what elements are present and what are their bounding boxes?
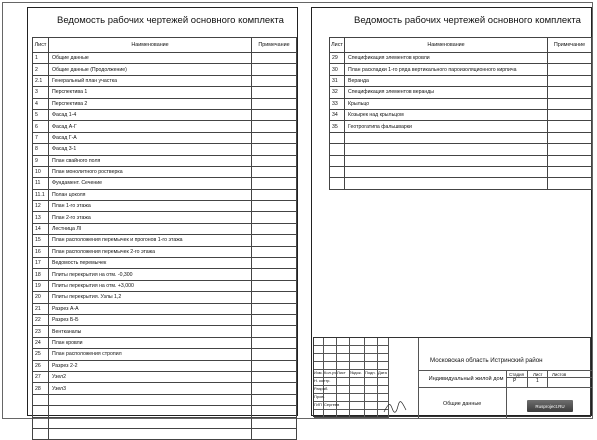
note-cell bbox=[252, 64, 297, 75]
table-row bbox=[330, 64, 592, 75]
stamp-grid-cell: Кол.уч bbox=[324, 370, 337, 378]
note-cell bbox=[548, 109, 592, 120]
table-row bbox=[330, 109, 592, 120]
table-row bbox=[330, 178, 592, 189]
drawing-name-cell: Полан цоколя bbox=[49, 189, 252, 200]
object-name: Индивидуальный жилой дом bbox=[428, 376, 504, 382]
sheet-number-cell bbox=[330, 132, 345, 143]
sheet-number-cell: 11.1 bbox=[33, 189, 49, 200]
table-row bbox=[33, 326, 297, 337]
drawing-name-cell: Спецификация элементов веранды bbox=[345, 87, 548, 98]
stamp-grid-cell bbox=[365, 402, 378, 410]
stamp-grid-cell bbox=[378, 386, 389, 394]
sheet-number-cell: 34 bbox=[330, 109, 345, 120]
table-row bbox=[33, 235, 297, 246]
stamp-grid-cell: Разраб. bbox=[314, 386, 324, 394]
sheet-number-cell: 21 bbox=[33, 303, 49, 314]
note-cell bbox=[252, 223, 297, 234]
table-row bbox=[330, 53, 592, 64]
note-cell bbox=[252, 383, 297, 394]
note-column-header: Примечание bbox=[252, 38, 297, 53]
sheet-number-cell: 9 bbox=[33, 155, 49, 166]
table-row bbox=[33, 98, 297, 109]
company-logo: Rusproject.RU bbox=[527, 400, 573, 412]
note-cell bbox=[252, 371, 297, 382]
note-cell bbox=[548, 98, 592, 109]
drawing-name-cell: Узел3 bbox=[49, 383, 252, 394]
sheet-number-cell: 32 bbox=[330, 87, 345, 98]
sheet-number-cell: 2 bbox=[33, 64, 49, 75]
note-cell bbox=[252, 201, 297, 212]
sheet-number-cell: 24 bbox=[33, 337, 49, 348]
note-cell bbox=[252, 292, 297, 303]
left-drawings-table bbox=[32, 37, 297, 440]
table-row bbox=[33, 303, 297, 314]
sheet-number-cell bbox=[33, 406, 49, 417]
note-cell bbox=[548, 166, 592, 177]
note-cell bbox=[252, 87, 297, 98]
drawing-name-cell: Плиты перекрытия на отм. -0,300 bbox=[49, 269, 252, 280]
stamp-grid-cell bbox=[350, 346, 365, 354]
drawing-name-cell: Разрез Б-Б bbox=[49, 314, 252, 325]
sheet-number-cell: 15 bbox=[33, 235, 49, 246]
stage-value: Р bbox=[513, 378, 517, 384]
sheet-number-cell bbox=[330, 155, 345, 166]
stamp-grid-cell bbox=[378, 378, 389, 386]
stamp-grid-cell bbox=[324, 410, 337, 418]
sheet-number-cell: 29 bbox=[330, 53, 345, 64]
name-column-header: Наименование bbox=[345, 38, 548, 53]
table-row bbox=[33, 258, 297, 269]
note-cell bbox=[252, 166, 297, 177]
sheet-number-cell: 2.1 bbox=[33, 75, 49, 86]
drawing-name-cell: Перспектива 2 bbox=[49, 98, 252, 109]
sheet-number: 1 bbox=[536, 378, 539, 384]
drawing-name-cell: Фасад 3-1 bbox=[49, 144, 252, 155]
drawing-name-cell: Разрез 2-2 bbox=[49, 360, 252, 371]
sheet-number-cell: 25 bbox=[33, 349, 49, 360]
sheet-number-cell bbox=[33, 428, 49, 439]
note-cell bbox=[252, 98, 297, 109]
table-row bbox=[33, 292, 297, 303]
sheet-number-cell bbox=[33, 394, 49, 405]
table-row bbox=[33, 394, 297, 405]
drawing-name-cell: Фасад Г-А bbox=[49, 132, 252, 143]
stamp-grid-cell bbox=[314, 410, 324, 418]
note-cell bbox=[252, 428, 297, 439]
stamp-grid-cell: Пров. bbox=[314, 394, 324, 402]
drawing-name-cell: План 1-го этажа bbox=[49, 201, 252, 212]
stamp-grid-cell bbox=[350, 378, 365, 386]
note-cell bbox=[252, 337, 297, 348]
table-row bbox=[33, 121, 297, 132]
stamp-grid-cell: Дата bbox=[378, 370, 389, 378]
note-cell bbox=[252, 258, 297, 269]
stamp-grid-cell bbox=[324, 354, 337, 362]
table-row bbox=[330, 121, 592, 132]
table-row bbox=[33, 155, 297, 166]
sheet-number-cell: 33 bbox=[330, 98, 345, 109]
stamp-grid-cell bbox=[378, 362, 389, 370]
drawing-name-cell bbox=[345, 132, 548, 143]
signature-mark bbox=[382, 400, 408, 416]
note-cell bbox=[548, 132, 592, 143]
note-cell bbox=[252, 326, 297, 337]
sheet-number-cell: 18 bbox=[33, 269, 49, 280]
drawing-name-cell: Веранда bbox=[345, 75, 548, 86]
sheet-number-cell: 3 bbox=[33, 87, 49, 98]
drawing-name-cell: Ведомость перемычек bbox=[49, 258, 252, 269]
drawing-name-cell: Общие данные (Продолжение) bbox=[49, 64, 252, 75]
table-row bbox=[33, 246, 297, 257]
note-cell bbox=[252, 109, 297, 120]
stamp-grid-cell bbox=[337, 402, 350, 410]
table-row bbox=[33, 349, 297, 360]
sheet-number-cell: 7 bbox=[33, 132, 49, 143]
note-cell bbox=[252, 303, 297, 314]
stamp-grid-cell bbox=[337, 338, 350, 346]
stage-header: Стадия bbox=[509, 372, 524, 377]
sheet-number-cell: 26 bbox=[33, 360, 49, 371]
drawing-name-cell: План расположения перемычек и прогонов 1-го этажа bbox=[49, 235, 252, 246]
stamp-grid-cell bbox=[350, 394, 365, 402]
sheet-number-cell: 8 bbox=[33, 144, 49, 155]
sheet-column-header: Лист bbox=[33, 38, 49, 53]
table-row bbox=[33, 189, 297, 200]
table-row bbox=[33, 417, 297, 428]
stamp-grid-cell bbox=[314, 338, 324, 346]
note-cell bbox=[252, 189, 297, 200]
stamp-grid-cell bbox=[337, 378, 350, 386]
sheet-header: Лист bbox=[533, 372, 543, 377]
drawing-name-cell: Геотрогатипа фальшварки bbox=[345, 121, 548, 132]
table-row bbox=[33, 360, 297, 371]
note-cell bbox=[252, 178, 297, 189]
table-row bbox=[33, 87, 297, 98]
sheet-number-cell: 20 bbox=[33, 292, 49, 303]
note-cell bbox=[252, 132, 297, 143]
drawing-name-cell: Крыльцо bbox=[345, 98, 548, 109]
note-cell bbox=[548, 64, 592, 75]
note-cell bbox=[548, 87, 592, 98]
drawing-name-cell: Лестница ЛI bbox=[49, 223, 252, 234]
table-row bbox=[330, 166, 592, 177]
sheet-number-cell: 30 bbox=[330, 64, 345, 75]
sheet-number-cell: 19 bbox=[33, 280, 49, 291]
sheet-number-cell bbox=[330, 166, 345, 177]
stamp-grid-cell bbox=[365, 354, 378, 362]
drawing-name-cell: План раскладки 1-го ряда вертикального пароизоляционного кирпича bbox=[345, 64, 548, 75]
stamp-grid-cell bbox=[337, 386, 350, 394]
table-row bbox=[33, 212, 297, 223]
stamp-grid-cell bbox=[337, 354, 350, 362]
drawing-name-cell: План кровли bbox=[49, 337, 252, 348]
stamp-grid-cell bbox=[314, 362, 324, 370]
table-row bbox=[33, 53, 297, 64]
table-row bbox=[33, 178, 297, 189]
stamp-grid-cell bbox=[324, 362, 337, 370]
table-row bbox=[33, 166, 297, 177]
stamp-grid-cell bbox=[337, 346, 350, 354]
sheet-number-cell: 31 bbox=[330, 75, 345, 86]
stamp-grid-cell bbox=[324, 386, 337, 394]
stamp-grid-cell bbox=[378, 346, 389, 354]
drawing-name-cell: Разрез А-А bbox=[49, 303, 252, 314]
sheet-number-cell: 27 bbox=[33, 371, 49, 382]
stamp-grid-cell bbox=[365, 394, 378, 402]
right-table-title: Ведомость рабочих чертежей основного комплекта bbox=[354, 15, 581, 26]
table-row bbox=[330, 75, 592, 86]
stamp-grid-cell: Подп. bbox=[365, 370, 378, 378]
drawing-name-cell: Плиты перекрытия на отм. +3,000 bbox=[49, 280, 252, 291]
drawing-name-cell: Спецификация элементов кровли bbox=[345, 53, 548, 64]
note-cell bbox=[252, 235, 297, 246]
stamp-grid-cell: Н. контр. bbox=[314, 378, 324, 386]
note-cell bbox=[252, 53, 297, 64]
table-row bbox=[33, 223, 297, 234]
stamp-grid-cell bbox=[350, 338, 365, 346]
drawing-name-cell bbox=[49, 428, 252, 439]
note-cell bbox=[548, 75, 592, 86]
table-row bbox=[330, 98, 592, 109]
stamp-grid-cell bbox=[337, 410, 350, 418]
stamp-grid-cell bbox=[350, 386, 365, 394]
drawing-name-cell bbox=[49, 394, 252, 405]
note-column-header: Примечание bbox=[548, 38, 592, 53]
drawing-name-cell: Узел2 bbox=[49, 371, 252, 382]
sheet-number-cell: 14 bbox=[33, 223, 49, 234]
sheet-number-cell: 10 bbox=[33, 166, 49, 177]
table-row bbox=[33, 428, 297, 439]
drawing-name-cell bbox=[345, 155, 548, 166]
note-cell bbox=[548, 155, 592, 166]
sheets-header: Листов bbox=[552, 372, 567, 377]
note-cell bbox=[252, 394, 297, 405]
stamp-grid-cell bbox=[365, 362, 378, 370]
table-row bbox=[330, 155, 592, 166]
sheet-number-cell: 22 bbox=[33, 314, 49, 325]
sheet-number-cell: 13 bbox=[33, 212, 49, 223]
note-cell bbox=[252, 349, 297, 360]
right-drawings-table bbox=[329, 37, 592, 190]
table-row bbox=[33, 269, 297, 280]
table-row bbox=[33, 406, 297, 417]
sheet-number-cell bbox=[33, 417, 49, 428]
note-cell bbox=[252, 314, 297, 325]
stamp-grid-cell bbox=[378, 338, 389, 346]
sheet-number-cell: 11 bbox=[33, 178, 49, 189]
table-row bbox=[33, 280, 297, 291]
left-table-title: Ведомость рабочих чертежей основного комплекта bbox=[57, 15, 284, 26]
stamp-grid-cell bbox=[365, 378, 378, 386]
note-cell bbox=[252, 406, 297, 417]
stamp-grid-cell bbox=[365, 386, 378, 394]
drawing-name-cell: План 2-го этажа bbox=[49, 212, 252, 223]
stamp-grid-cell bbox=[350, 410, 365, 418]
stamp-grid-cell bbox=[324, 378, 337, 386]
stamp-grid-cell: №док. bbox=[350, 370, 365, 378]
note-cell bbox=[252, 280, 297, 291]
sheet-number-cell: 12 bbox=[33, 201, 49, 212]
table-row bbox=[33, 337, 297, 348]
note-cell bbox=[548, 53, 592, 64]
sheet-number-cell: 1 bbox=[33, 53, 49, 64]
sheet-number-cell: 17 bbox=[33, 258, 49, 269]
stamp-grid-cell bbox=[350, 354, 365, 362]
stamp-grid-cell bbox=[337, 394, 350, 402]
stamp-grid-cell bbox=[365, 338, 378, 346]
note-cell bbox=[252, 121, 297, 132]
drawing-name-cell bbox=[345, 144, 548, 155]
sheet-number-cell bbox=[330, 178, 345, 189]
drawing-name-cell: План расположения стропил bbox=[49, 349, 252, 360]
stamp-grid-cell bbox=[350, 402, 365, 410]
note-cell bbox=[252, 269, 297, 280]
table-row bbox=[33, 383, 297, 394]
stamp-grid-cell bbox=[324, 338, 337, 346]
table-row bbox=[33, 314, 297, 325]
table-row bbox=[330, 144, 592, 155]
table-row bbox=[33, 109, 297, 120]
note-cell bbox=[252, 212, 297, 223]
table-row bbox=[330, 87, 592, 98]
table-row bbox=[33, 144, 297, 155]
stamp-grid-cell bbox=[314, 354, 324, 362]
stamp-grid-cell bbox=[350, 362, 365, 370]
note-cell bbox=[252, 75, 297, 86]
note-cell bbox=[252, 417, 297, 428]
drawing-name-cell: Фасад А-Г bbox=[49, 121, 252, 132]
stamp-grid-cell bbox=[337, 362, 350, 370]
sheet-column-header: Лист bbox=[330, 38, 345, 53]
sheet-number-cell: 28 bbox=[33, 383, 49, 394]
location-text: Московская область Истринский район bbox=[430, 357, 543, 364]
stamp-grid-cell bbox=[365, 410, 378, 418]
drawing-name-cell bbox=[49, 417, 252, 428]
drawing-name-cell: План монолитного ростверка bbox=[49, 166, 252, 177]
sheet-number-cell: 16 bbox=[33, 246, 49, 257]
drawing-name-cell: Фасад 1-4 bbox=[49, 109, 252, 120]
drawing-name-cell: Плиты перекрытия. Узлы 1,2 bbox=[49, 292, 252, 303]
sheet-number-cell: 6 bbox=[33, 121, 49, 132]
drawing-name-cell: План свайного поля bbox=[49, 155, 252, 166]
name-column-header: Наименование bbox=[49, 38, 252, 53]
table-row bbox=[33, 64, 297, 75]
stamp-grid-cell: Сергеев bbox=[324, 402, 337, 410]
note-cell bbox=[252, 144, 297, 155]
drawing-name-cell bbox=[345, 178, 548, 189]
note-cell bbox=[548, 121, 592, 132]
note-cell bbox=[252, 155, 297, 166]
stamp-grid-cell bbox=[324, 394, 337, 402]
drawing-name-cell: Вентканалы bbox=[49, 326, 252, 337]
stamp-grid-cell bbox=[378, 354, 389, 362]
table-row bbox=[33, 132, 297, 143]
sheet-number-cell: 23 bbox=[33, 326, 49, 337]
drawing-name-cell: Козырек над крыльцом bbox=[345, 109, 548, 120]
drawing-name-cell: Фундамент. Сечение bbox=[49, 178, 252, 189]
drawing-name-cell: Генеральный план участка bbox=[49, 75, 252, 86]
stamp-grid-cell bbox=[365, 346, 378, 354]
drawing-name-cell: Перспектива 1 bbox=[49, 87, 252, 98]
sheet-name: Общие данные bbox=[443, 401, 482, 407]
note-cell bbox=[252, 360, 297, 371]
stamp-grid-cell bbox=[314, 346, 324, 354]
table-row bbox=[33, 371, 297, 382]
sheet-number-cell bbox=[330, 144, 345, 155]
drawing-name-cell: Общие данные bbox=[49, 53, 252, 64]
table-row bbox=[33, 75, 297, 86]
sheet-number-cell: 35 bbox=[330, 121, 345, 132]
table-row bbox=[330, 132, 592, 143]
stamp-grid-cell bbox=[324, 346, 337, 354]
drawing-name-cell: План расположения перемычек 2-го этажа bbox=[49, 246, 252, 257]
stamp-grid-cell: Изм. bbox=[314, 370, 324, 378]
note-cell bbox=[548, 178, 592, 189]
table-row bbox=[33, 201, 297, 212]
drawing-name-cell bbox=[345, 166, 548, 177]
sheet-number-cell: 5 bbox=[33, 109, 49, 120]
stamp-grid-cell: Лист bbox=[337, 370, 350, 378]
stamp-grid-cell: ГИП bbox=[314, 402, 324, 410]
drawing-name-cell bbox=[49, 406, 252, 417]
sheet-number-cell: 4 bbox=[33, 98, 49, 109]
note-cell bbox=[252, 246, 297, 257]
note-cell bbox=[548, 144, 592, 155]
